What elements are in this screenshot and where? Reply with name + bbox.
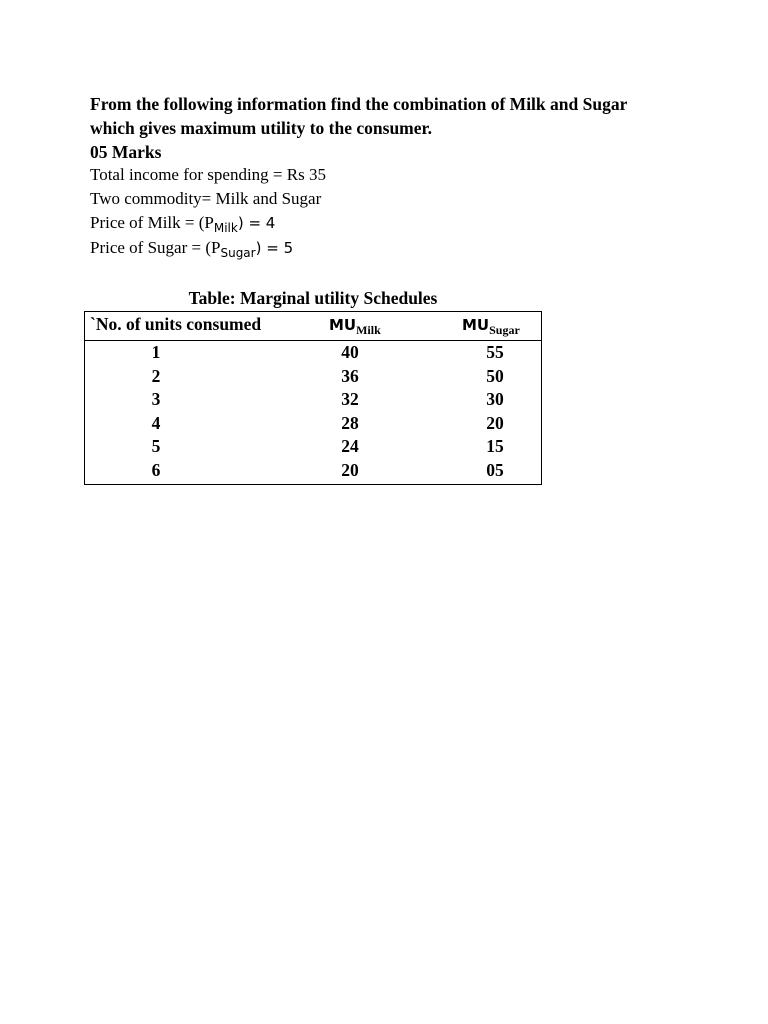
table-row <box>85 434 541 458</box>
cell-mu-sugar: 50 <box>486 366 504 386</box>
price-milk-subscript: Milk <box>213 221 238 235</box>
table-header-row <box>85 312 541 341</box>
table-row <box>85 387 541 411</box>
price-sugar-line <box>90 236 690 261</box>
cell-units: 4 <box>151 413 161 433</box>
price-milk-prefix: Price of Milk = (P <box>90 213 214 232</box>
marginal-utility-table <box>84 311 542 485</box>
cell-units: 3 <box>151 389 161 409</box>
cell-mu-sugar: 55 <box>486 342 504 362</box>
header-mu-milk <box>329 312 381 338</box>
price-milk-value: ) = 4 <box>237 214 276 232</box>
price-sugar-value: ) = 5 <box>255 239 294 257</box>
price-milk-line <box>90 211 690 236</box>
cell-mu-milk: 24 <box>341 436 359 456</box>
cell-mu-sugar: 20 <box>486 413 504 433</box>
table-row <box>85 458 541 482</box>
cell-mu-sugar: 15 <box>486 436 504 456</box>
table-row <box>85 364 541 388</box>
commodity-line: Two commodity= Milk and Sugar <box>90 189 322 208</box>
cell-mu-milk: 32 <box>341 389 359 409</box>
cell-units: 1 <box>151 342 161 362</box>
cell-mu-sugar: 05 <box>486 460 504 480</box>
header-mu-milk-main: MU <box>329 316 357 334</box>
cell-units: 2 <box>151 366 161 386</box>
cell-mu-sugar: 30 <box>486 389 504 409</box>
table-caption: Table: Marginal utility Schedules <box>188 288 438 308</box>
table-row <box>85 411 541 435</box>
header-mu-sugar <box>462 312 520 338</box>
table-row <box>85 340 541 364</box>
cell-mu-milk: 36 <box>341 366 359 386</box>
cell-units: 5 <box>151 436 161 456</box>
price-sugar-prefix: Price of Sugar = (P <box>90 238 221 257</box>
marks-label: 05 Marks <box>90 142 162 162</box>
question-line-2: which gives maximum utility to the consumer. <box>90 118 433 138</box>
header-units: `No. of units consumed <box>90 314 262 334</box>
question-block <box>90 92 690 164</box>
cell-mu-milk: 28 <box>341 413 359 433</box>
header-mu-sugar-main: MU <box>462 316 490 334</box>
income-line: Total income for spending = Rs 35 <box>90 165 326 184</box>
cell-mu-milk: 20 <box>341 460 359 480</box>
given-information <box>90 163 690 261</box>
header-mu-milk-sub: Milk <box>356 323 381 337</box>
header-mu-sugar-sub: Sugar <box>489 323 520 337</box>
price-sugar-subscript: Sugar <box>220 246 256 260</box>
cell-mu-milk: 40 <box>341 342 359 362</box>
question-line-1: From the following information find the combination of Milk and Sugar <box>90 94 628 114</box>
cell-units: 6 <box>151 460 161 480</box>
